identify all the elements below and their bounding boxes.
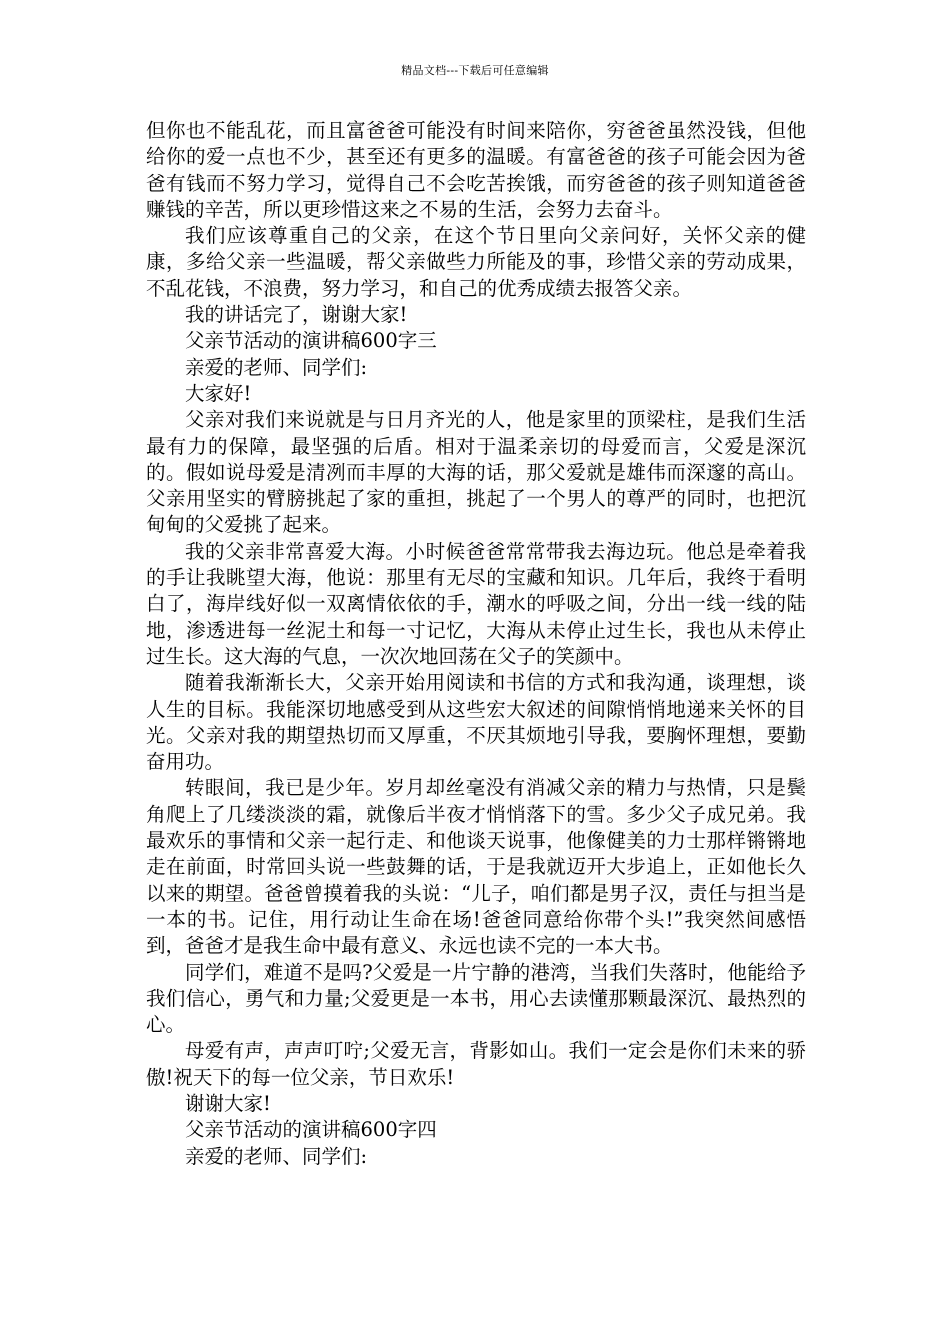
- paragraph-closing-thanks: 我的讲话完了，谢谢大家!: [185, 303, 408, 327]
- paragraph-mother-father-love: 母爱有声，声声叮咛;父爱无言，背影如山。我们一定会是你们未来的骄傲!祝天下的每一位父亲，节日欢乐!: [146, 1039, 806, 1089]
- section-heading-four: 父亲节活动的演讲稿600字四: [185, 1118, 437, 1142]
- document-body: [146, 118, 806, 1170]
- paragraph-harbor: 同学们，难道不是吗?父爱是一片宁静的港湾，当我们失落时，他能给予我们信心，勇气和力量;父爱更是一本书，用心去读懂那颗最深沉、最热烈的心。: [146, 960, 806, 1037]
- page-header: 精品文档---下载后可任意编辑: [401, 64, 549, 77]
- paragraph-father-pillar: 父亲对我们来说就是与日月齐光的人，他是家里的顶梁柱，是我们生活最有力的保障，最坚强的后盾。相对于温柔亲切的母爱而言，父爱是深沉的。假如说母爱是清冽而丰厚的大海的话，那父爱就是雄伟而深邃的高山。父亲用坚实的臂膀挑起了家的重担，挑起了一个男人的尊严的同时，也把沉甸甸的父爱挑了起来。: [146, 408, 806, 537]
- paragraph-continued: 但你也不能乱花，而且富爸爸可能没有时间来陪你，穷爸爸虽然没钱，但他给你的爱一点也不少，甚至还有更多的温暖。有富爸爸的孩子可能会因为爸爸有钱而不努力学习，觉得自己不会吃苦挨饿，而穷爸爸的孩子则知道爸爸赚钱的辛苦，所以更珍惜这来之不易的生活，会努力去奋斗。: [146, 119, 806, 221]
- salutation: 亲爱的老师、同学们:: [185, 355, 368, 379]
- paragraph-respect-father: 我们应该尊重自己的父亲，在这个节日里向父亲问好，关怀父亲的健康，多给父亲一些温暖，帮父亲做些力所能及的事，珍惜父亲的劳动成果，不乱花钱，不浪费，努力学习，和自己的优秀成绩去报答父亲。: [146, 224, 806, 300]
- paragraph-growing-up: 随着我渐渐长大，父亲开始用阅读和书信的方式和我沟通，谈理想，谈人生的目标。我能深切地感受到从这些宏大叙述的间隙悄悄地递来关怀的目光。父亲对我的期望热切而又厚重，不厌其烦地引导我，要胸怀理想，要勤奋用功。: [146, 671, 806, 774]
- salutation-four: 亲爱的老师、同学们:: [185, 1144, 368, 1168]
- paragraph-youth: 转眼间，我已是少年。岁月却丝毫没有消减父亲的精力与热情，只是鬓角爬上了几缕淡淡的霜，就像后半夜才悄悄落下的雪。多少父子成兄弟。我最欢乐的事情和父亲一起行走、和他谈天说事，他像健美的力士那样锵锵地走在前面，时常回头说一些鼓舞的话，于是我就迈开大步追上，正如他长久以来的期望。爸爸曾摸着我的头说：“儿子，咱们都是男子汉，责任与担当是一本的书。记住，用行动让生命在场!爸爸同意给你带个头!”我突然间感悟到，爸爸才是我生命中最有意义、永远也读不完的一本大书。: [146, 776, 806, 958]
- paragraph-thanks-all: 谢谢大家!: [185, 1091, 271, 1115]
- greeting: 大家好!: [185, 381, 252, 405]
- paragraph-father-sea: 我的父亲非常喜爱大海。小时候爸爸常常带我去海边玩。他总是牵着我的手让我眺望大海，他说：那里有无尽的宝藏和知识。几年后，我终于看明白了，海岸线好似一双离情依依的手，潮水的呼吸之间，分出一线一线的陆地，渗透进每一丝泥土和每一寸记忆，大海从未停止过生长，我也从未停止过生长。这大海的气息，一次次地回荡在父子的笑颜中。: [146, 539, 806, 668]
- section-heading-three: 父亲节活动的演讲稿600字三: [185, 329, 437, 353]
